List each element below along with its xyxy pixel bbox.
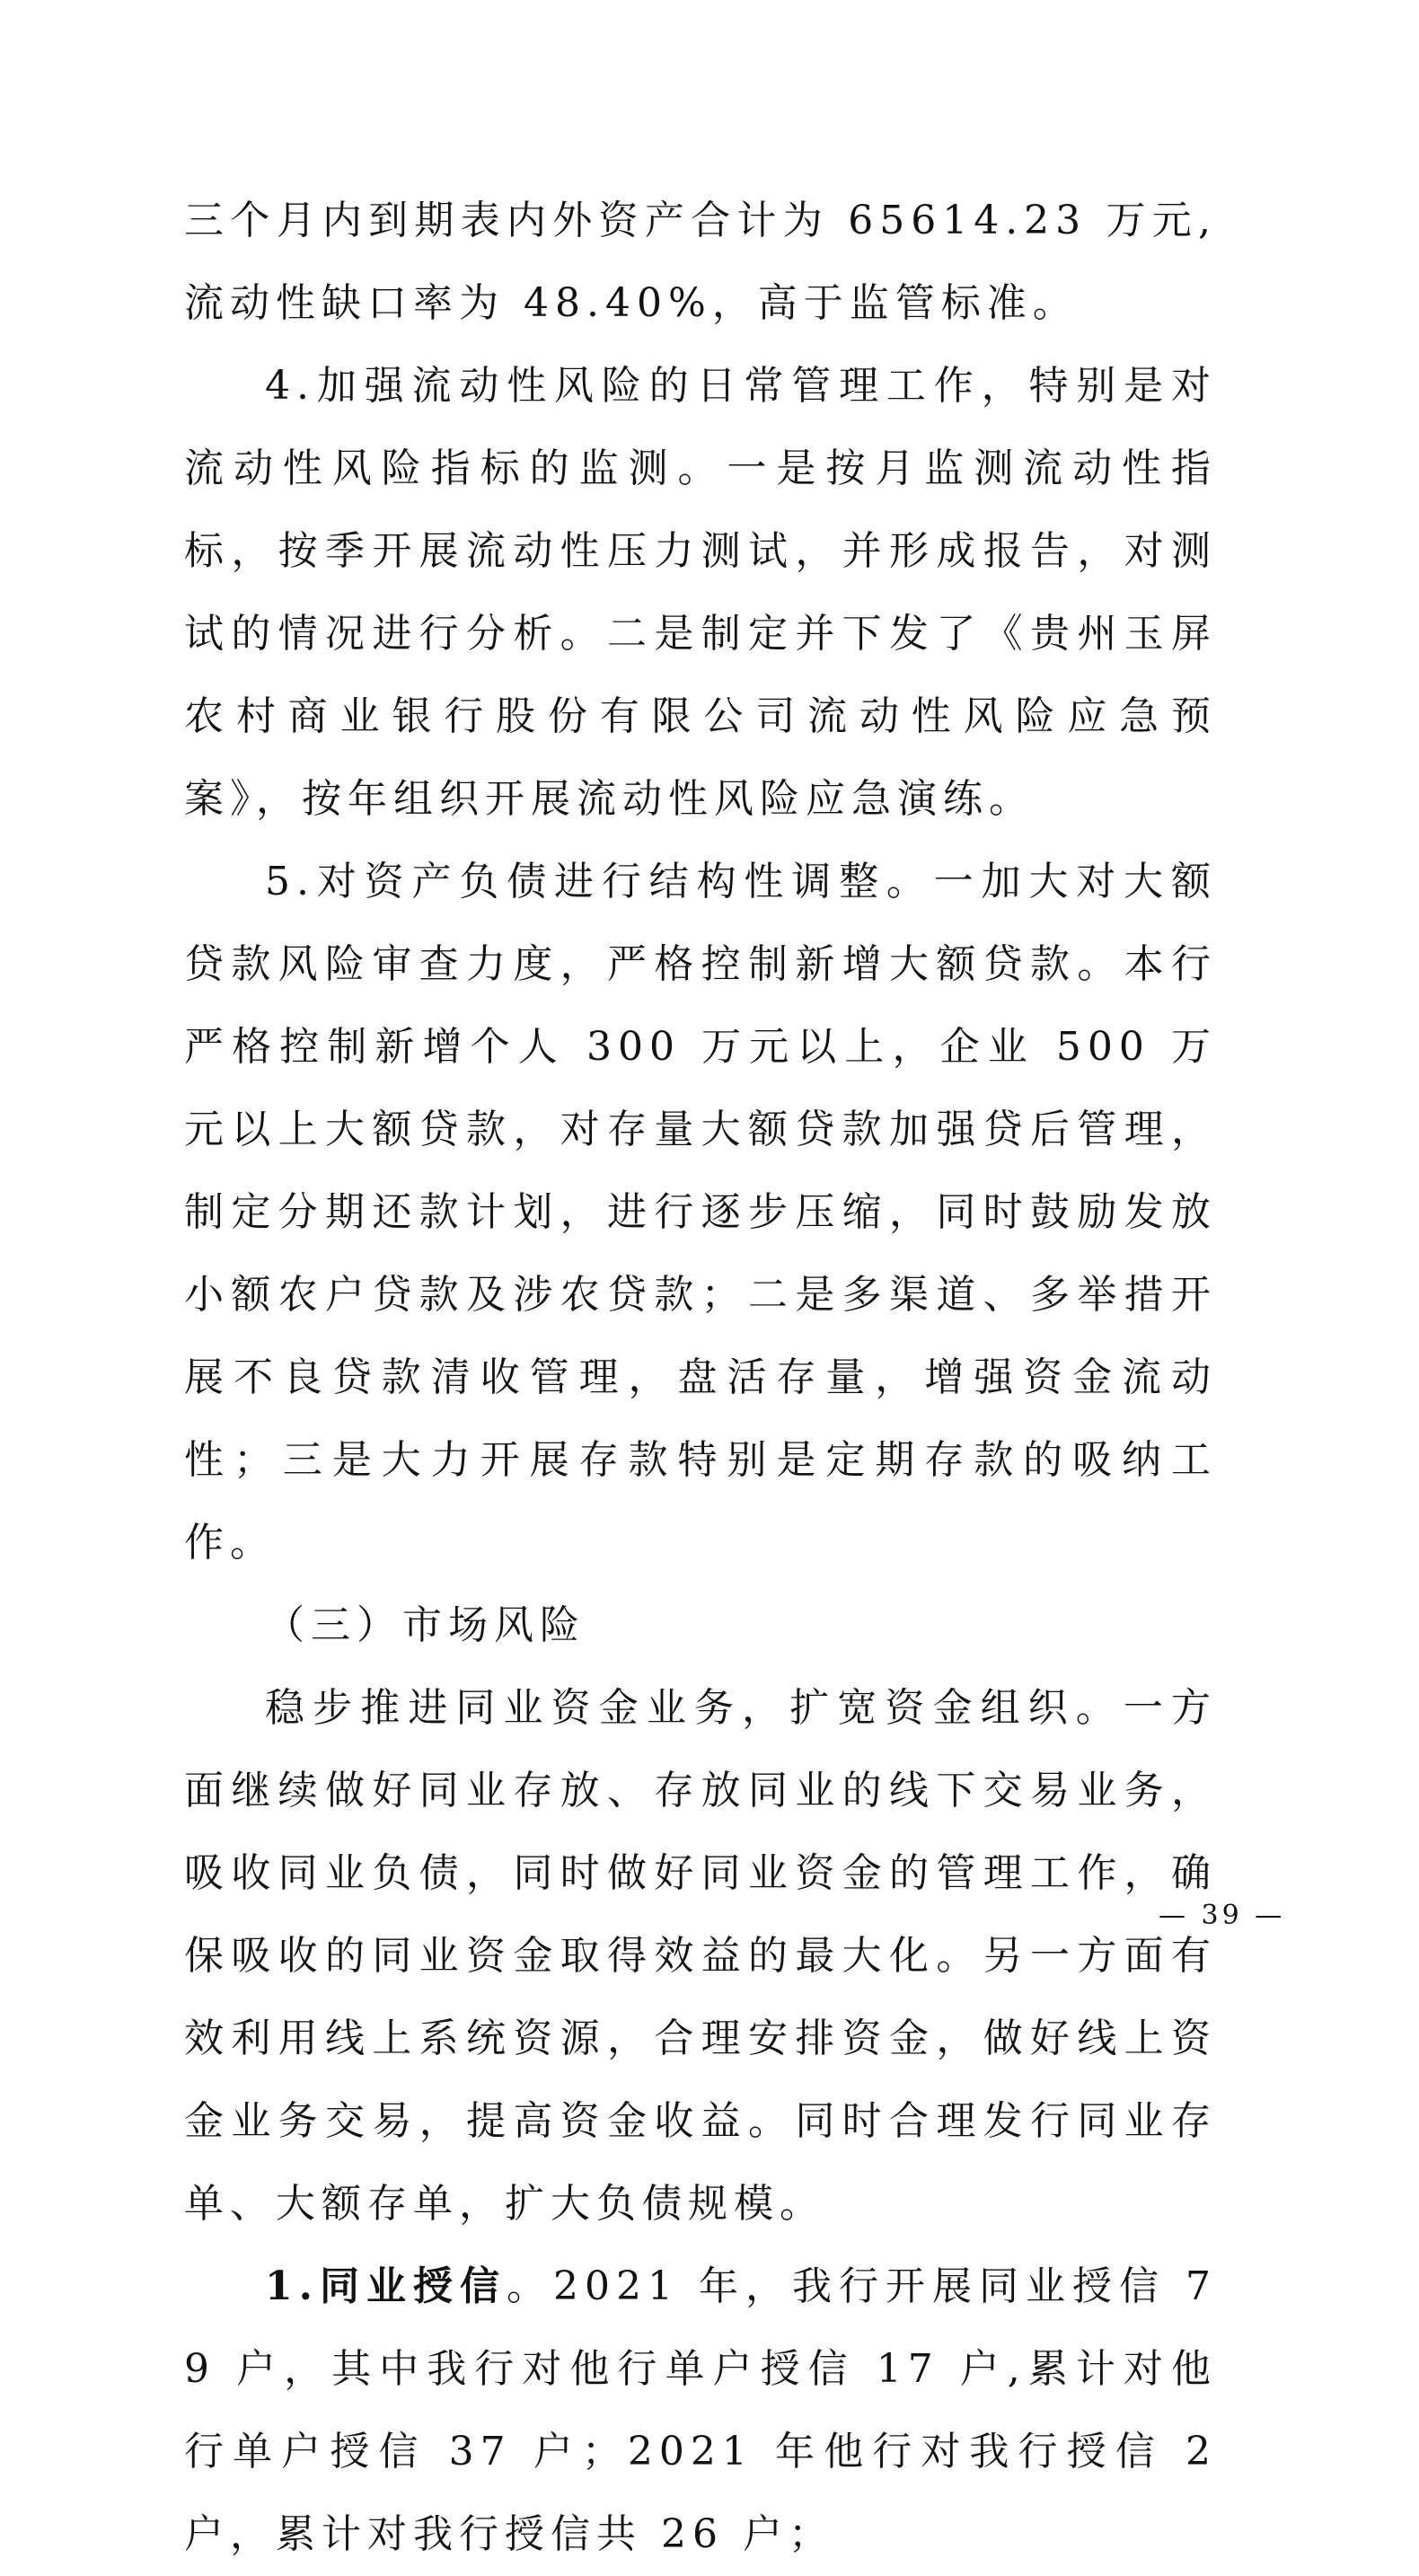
paragraph-item-4: 4.加强流动性风险的日常管理工作，特别是对流动性风险指标的监测。一是按月监测流动性指标，按季开展流动性压力测试，并形成报告，对测试的情况进行分析。二是制定并下发了《贵州玉屏农村商业银行股份有限公司流动性风险应急预案》，按年组织开展流动性风险应急演练。	[184, 363, 1217, 822]
page-number: — 39 —	[1159, 1900, 1286, 1931]
interbank-credit-title: 1.同业授信	[265, 2263, 507, 2309]
interbank-credit-text: 。2021 年，我行开展同业授信 79 户，其中我行对他行单户授信 17 户,累计对他行单户授信 37 户；2021 年他行对我行授信 2 户，累计对我行授信共 26 户；	[184, 2263, 1217, 2557]
section-heading-market-risk: （三）市场风险	[265, 1602, 586, 1648]
paragraph-market-risk: 稳步推进同业资金业务，扩宽资金组织。一方面继续做好同业存放、存放同业的线下交易业务，吸收同业负债，同时做好同业资金的管理工作，确保吸收的同业资金取得效益的最大化。另一方面有效利用线上系统资源，合理安排资金，做好线上资金业务交易，提高资金收益。同时合理发行同业存单、大额存单，扩大负债规模。	[184, 1685, 1217, 2227]
paragraph-interbank-credit	[184, 2245, 1217, 2576]
document-body	[184, 180, 1217, 2576]
paragraph-liquidity-gap: 三个月内到期表内外资产合计为 65614.23 万元,流动性缺口率为 48.40%，高于监管标准。	[184, 198, 1217, 326]
paragraph-item-5: 5.对资产负债进行结构性调整。一加大对大额贷款风险审查力度，严格控制新增大额贷款。本行严格控制新增个人 300 万元以上，企业 500 万元以上大额贷款，对存量大额贷款加强贷后管理，制定分期还款计划，进行逐步压缩，同时鼓励发放小额农户贷款及涉农贷款；二是多渠道、多举措开展不良贷款清收管理，盘活存量，增强资金流动性；三是大力开展存款特别是定期存款的吸纳工作。	[184, 859, 1217, 1566]
